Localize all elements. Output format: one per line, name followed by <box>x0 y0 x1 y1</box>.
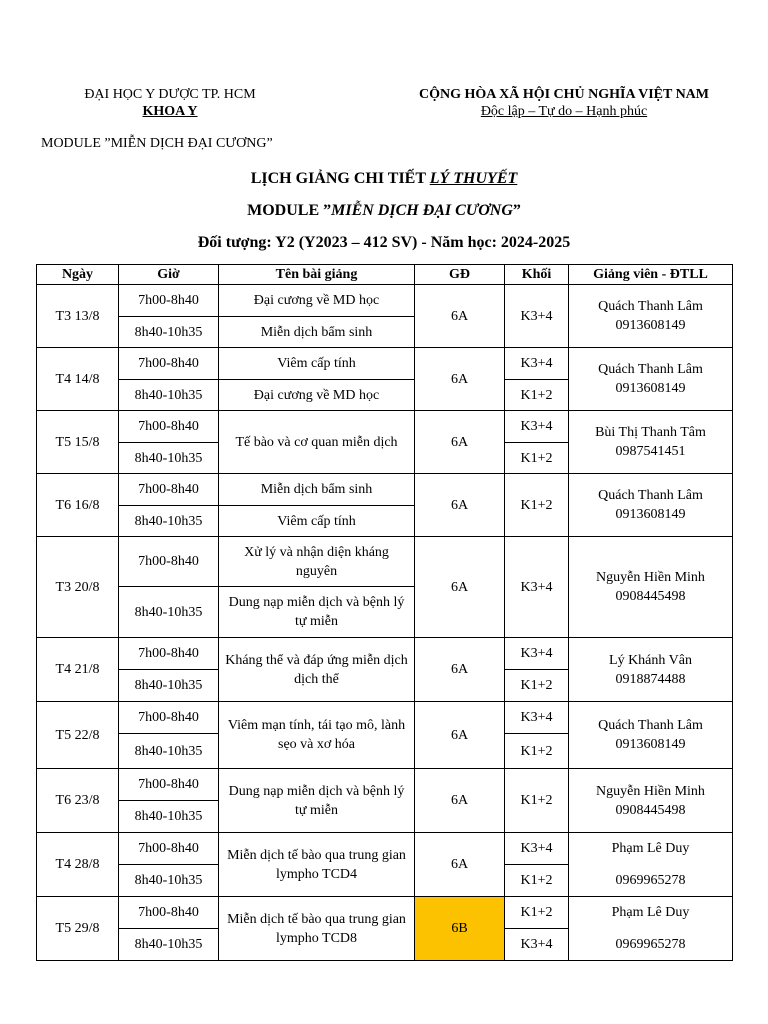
lecturer-cell <box>569 348 733 411</box>
group-cell: K1+2 <box>505 769 569 833</box>
day-cell: T5 22/8 <box>37 702 119 769</box>
time-cell: 8h40-10h35 <box>119 380 219 411</box>
lecturer-name: Lý Khánh Vân <box>609 652 692 668</box>
room-cell: 6A <box>415 411 505 474</box>
group-cell: K3+4 <box>505 285 569 348</box>
lecturer-cell <box>569 537 733 638</box>
group-cell: K1+2 <box>505 380 569 411</box>
table-row <box>37 638 733 670</box>
header-left <box>40 86 300 120</box>
audience-line: Đối tượng: Y2 (Y2023 – 412 SV) - Năm học: 2024-2025 <box>197 234 571 251</box>
lecture-cell: Miễn dịch bẩm sinh <box>219 317 415 348</box>
table-row <box>37 702 733 734</box>
lecture-cell: Dung nạp miễn dịch và bệnh lý tự miễn <box>219 769 415 833</box>
day-cell: T5 29/8 <box>37 897 119 961</box>
header-lecture: Tên bài giảng <box>219 265 415 285</box>
lecturer-phone: 0908445498 <box>615 589 686 604</box>
lecturer-cell <box>569 638 733 702</box>
group-cell: K1+2 <box>505 897 569 929</box>
group-cell: K3+4 <box>505 537 569 638</box>
time-cell: 7h00-8h40 <box>119 474 219 506</box>
lecture-cell: Dung nạp miễn dịch và bệnh lý tự miễn <box>219 587 415 638</box>
title-prefix: LỊCH GIẢNG CHI TIẾT <box>250 170 430 187</box>
table-row <box>37 411 733 443</box>
time-cell: 8h40-10h35 <box>119 587 219 638</box>
module-title-name: MIỄN DỊCH ĐẠI CƯƠNG <box>331 202 513 219</box>
lecturer-phone: 0908445498 <box>615 802 686 818</box>
lecturer-name: Phạm Lê Duy <box>611 905 690 920</box>
day-cell: T4 21/8 <box>37 638 119 702</box>
group-cell: K1+2 <box>505 865 569 897</box>
module-title <box>0 202 768 220</box>
group-cell: K3+4 <box>505 638 569 670</box>
room-cell: 6A <box>415 474 505 537</box>
lecture-cell: Miễn dịch tế bào qua trung gian lympho TCD8 <box>219 897 415 961</box>
table-row <box>37 474 733 506</box>
time-cell: 7h00-8h40 <box>119 348 219 380</box>
lecture-cell: Miễn dịch bẩm sinh <box>219 474 415 506</box>
table-row <box>37 537 733 587</box>
lecturer-phone: 0913608149 <box>615 507 686 522</box>
group-cell: K1+2 <box>505 734 569 769</box>
lecturer-cell <box>569 769 733 833</box>
lecturer-phone: 0913608149 <box>615 381 686 396</box>
time-cell: 8h40-10h35 <box>119 506 219 537</box>
table-row <box>37 285 733 317</box>
lecturer-phone: 0969965278 <box>615 937 686 952</box>
university-name: ĐẠI HỌC Y DƯỢC TP. HCM <box>84 87 256 102</box>
time-cell: 8h40-10h35 <box>119 734 219 769</box>
page-title <box>0 170 768 188</box>
time-cell: 7h00-8h40 <box>119 702 219 734</box>
module-title-prefix: MODULE ” <box>247 202 332 219</box>
lecture-cell: Đại cương về MD học <box>219 380 415 411</box>
room-cell-highlighted: 6B <box>415 897 505 961</box>
lecturer-cell <box>569 897 733 961</box>
day-cell: T3 20/8 <box>37 537 119 638</box>
lecturer-name: Phạm Lê Duy <box>611 841 690 856</box>
time-cell: 8h40-10h35 <box>119 865 219 897</box>
lecture-cell: Viêm cấp tính <box>219 348 415 380</box>
lecture-cell: Đại cương về MD học <box>219 285 415 317</box>
lecturer-cell <box>569 285 733 348</box>
country-name: CỘNG HÒA XÃ HỘI CHỦ NGHĨA VIỆT NAM <box>418 87 709 102</box>
lecturer-name: Nguyễn Hiền Minh <box>596 570 705 585</box>
lecturer-name: Bùi Thị Thanh Tâm <box>595 425 706 440</box>
day-cell: T6 23/8 <box>37 769 119 833</box>
lecturer-name: Quách Thanh Lâm <box>598 362 703 377</box>
lecturer-phone: 0913608149 <box>615 737 686 752</box>
header-group: Khối <box>505 265 569 285</box>
lecturer-cell <box>569 474 733 537</box>
table-row <box>37 833 733 865</box>
lecturer-cell <box>569 411 733 474</box>
schedule-table <box>36 264 733 961</box>
lecturer-name: Quách Thanh Lâm <box>598 718 703 733</box>
day-cell: T3 13/8 <box>37 285 119 348</box>
time-cell: 7h00-8h40 <box>119 285 219 317</box>
header-room: GĐ <box>415 265 505 285</box>
lecture-cell: Viêm mạn tính, tái tạo mô, lành sẹo và xơ hóa <box>219 702 415 769</box>
room-cell: 6A <box>415 285 505 348</box>
lecturer-phone: 0969965278 <box>615 873 686 888</box>
lecturer-name: Quách Thanh Lâm <box>598 488 703 503</box>
table-header-row <box>37 265 733 285</box>
time-cell: 7h00-8h40 <box>119 537 219 587</box>
faculty-name: KHOA Y <box>142 104 198 119</box>
lecturer-cell <box>569 702 733 769</box>
module-title-suffix: ” <box>512 202 521 219</box>
day-cell: T6 16/8 <box>37 474 119 537</box>
group-cell: K3+4 <box>505 702 569 734</box>
group-cell: K1+2 <box>505 670 569 702</box>
module-line: MODULE ”MIỄN DỊCH ĐẠI CƯƠNG” <box>41 136 273 151</box>
time-cell: 8h40-10h35 <box>119 670 219 702</box>
table-row <box>37 348 733 380</box>
room-cell: 6A <box>415 638 505 702</box>
room-cell: 6A <box>415 769 505 833</box>
group-cell: K3+4 <box>505 348 569 380</box>
table-row <box>37 769 733 801</box>
title-emphasis: LÝ THUYẾT <box>429 170 518 187</box>
lecturer-phone: 0918874488 <box>615 671 686 687</box>
time-cell: 8h40-10h35 <box>119 317 219 348</box>
header-day: Ngày <box>37 265 119 285</box>
table-row <box>37 897 733 929</box>
lecturer-name: Quách Thanh Lâm <box>598 299 703 314</box>
group-cell: K1+2 <box>505 474 569 537</box>
room-cell: 6A <box>415 833 505 897</box>
lecture-cell: Miễn dịch tế bào qua trung gian lympho TCD4 <box>219 833 415 897</box>
header-time: Giờ <box>119 265 219 285</box>
room-cell: 6A <box>415 348 505 411</box>
time-cell: 8h40-10h35 <box>119 443 219 474</box>
header-right <box>395 86 733 120</box>
lecture-cell: Xử lý và nhận diện kháng nguyên <box>219 537 415 587</box>
lecturer-phone: 0987541451 <box>615 444 686 459</box>
time-cell: 8h40-10h35 <box>119 801 219 833</box>
day-cell: T5 15/8 <box>37 411 119 474</box>
national-motto: Độc lập – Tự do – Hạnh phúc <box>480 104 648 119</box>
lecture-cell: Tế bào và cơ quan miễn dịch <box>219 411 415 474</box>
lecturer-phone: 0913608149 <box>615 318 686 333</box>
time-cell: 7h00-8h40 <box>119 769 219 801</box>
lecture-cell: Viêm cấp tính <box>219 506 415 537</box>
time-cell: 7h00-8h40 <box>119 897 219 929</box>
lecture-cell: Kháng thể và đáp ứng miễn dịch dịch thể <box>219 638 415 702</box>
day-cell: T4 28/8 <box>37 833 119 897</box>
room-cell: 6A <box>415 537 505 638</box>
room-cell: 6A <box>415 702 505 769</box>
group-cell: K3+4 <box>505 833 569 865</box>
lecturer-name: Nguyễn Hiền Minh <box>596 783 705 799</box>
lecturer-cell <box>569 833 733 897</box>
group-cell: K3+4 <box>505 929 569 961</box>
group-cell: K3+4 <box>505 411 569 443</box>
time-cell: 7h00-8h40 <box>119 638 219 670</box>
time-cell: 7h00-8h40 <box>119 833 219 865</box>
time-cell: 7h00-8h40 <box>119 411 219 443</box>
group-cell: K1+2 <box>505 443 569 474</box>
header-lecturer: Giảng viên - ĐTLL <box>569 265 733 285</box>
time-cell: 8h40-10h35 <box>119 929 219 961</box>
day-cell: T4 14/8 <box>37 348 119 411</box>
